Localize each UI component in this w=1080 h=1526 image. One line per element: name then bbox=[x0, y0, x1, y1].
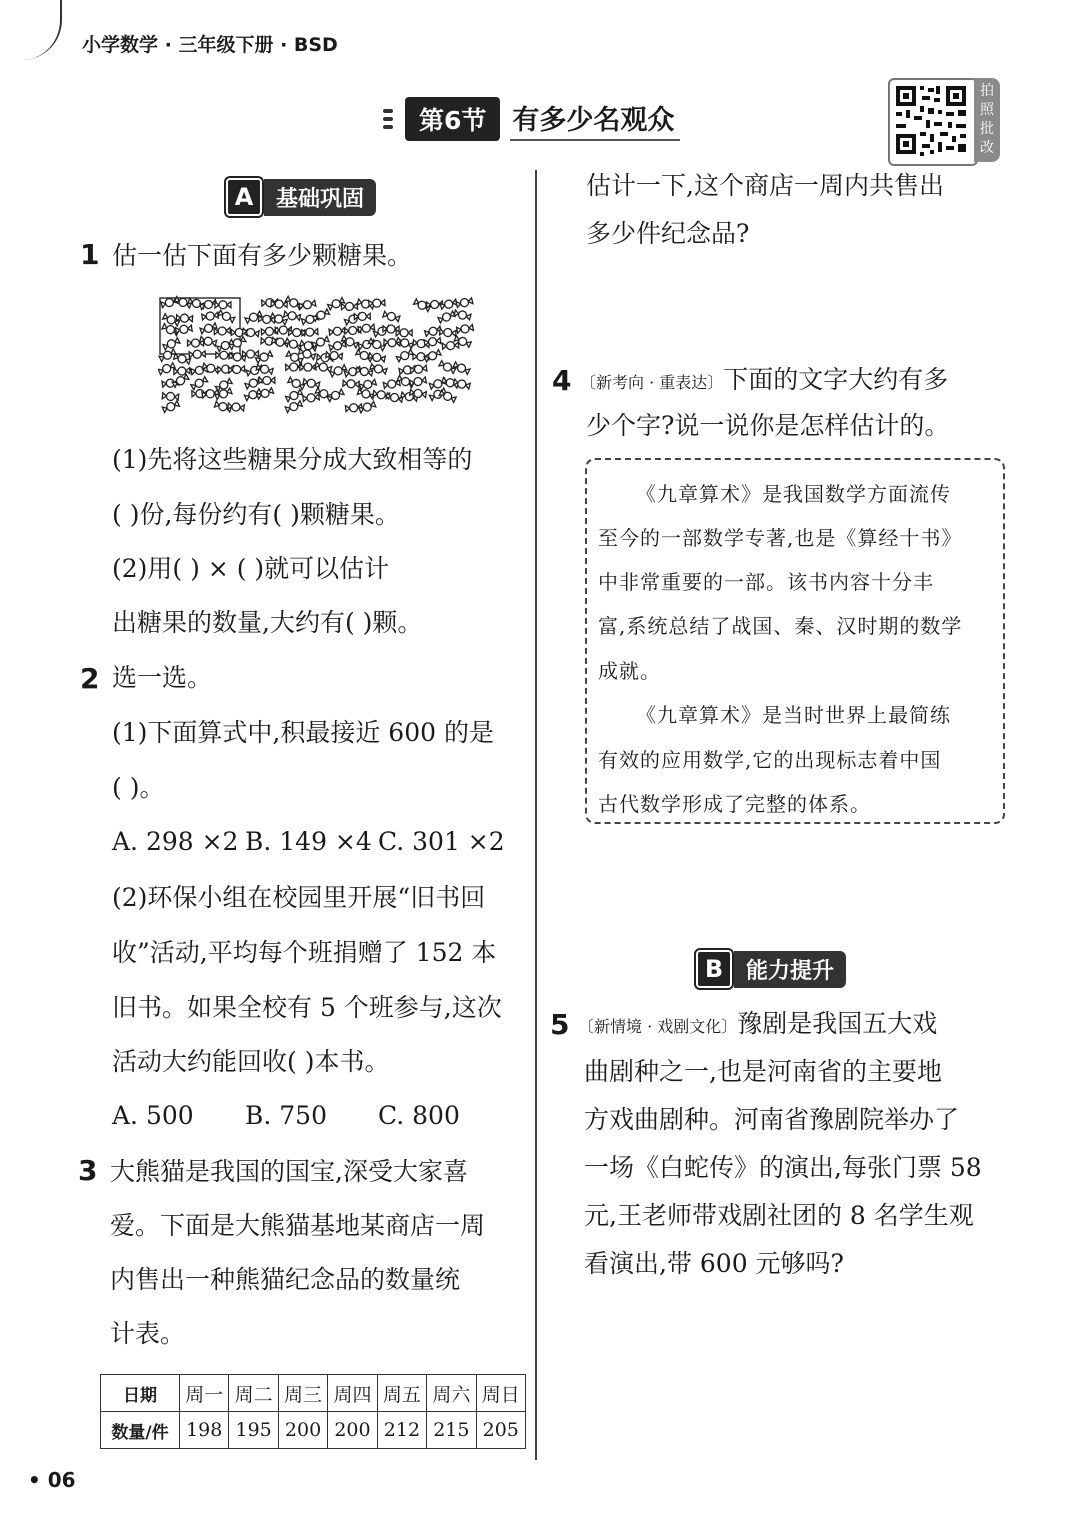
table-cell-day: 周五 bbox=[377, 1375, 426, 1412]
candy-icon bbox=[215, 301, 231, 309]
candy-icon bbox=[299, 299, 316, 310]
candy-icon bbox=[162, 337, 180, 351]
candy-illustration bbox=[158, 292, 478, 414]
candy-icon bbox=[456, 297, 473, 309]
q3-number: 3 bbox=[78, 1154, 98, 1187]
q2-part1-option-c: C. 301 ×2 bbox=[378, 827, 505, 856]
q5-line6: 看演出,带 600 元够吗? bbox=[584, 1249, 844, 1278]
story-line-6: 《九章算术》是当时世界上最简练 bbox=[636, 703, 951, 727]
q4-number: 4 bbox=[552, 364, 572, 397]
table-cell-count: 195 bbox=[229, 1412, 278, 1449]
q4-line1 bbox=[580, 366, 948, 393]
q2-part2-line4: 活动大约能回收( )本书。 bbox=[112, 1047, 390, 1076]
q1-stem: 估一估下面有多少颗糖果。 bbox=[112, 241, 413, 270]
candy-icon bbox=[440, 328, 457, 337]
q5-line3: 方戏曲剧种。河南省豫剧院举办了 bbox=[584, 1105, 960, 1134]
candy-icon bbox=[228, 365, 245, 374]
candy-icon bbox=[217, 309, 235, 323]
page-corner-decoration bbox=[0, 0, 62, 60]
candy-icon bbox=[162, 400, 180, 414]
q5-line2: 曲剧种之一,也是河南省的主要地 bbox=[584, 1057, 942, 1086]
candy-icon bbox=[189, 350, 205, 359]
q2-part1-option-a: A. 298 ×2 bbox=[112, 827, 239, 856]
story-line-5: 成就。 bbox=[598, 659, 661, 683]
q2-part2-line1: (2)环保小组在校园里开展“旧书回 bbox=[112, 883, 486, 912]
story-line-1: 《九章算术》是我国数学方面流传 bbox=[636, 482, 951, 506]
table-cell-count: 212 bbox=[377, 1412, 426, 1449]
table-cell-count: 200 bbox=[328, 1412, 377, 1449]
q2-part2-option-c: C. 800 bbox=[378, 1101, 460, 1130]
candy-icon bbox=[190, 376, 208, 391]
q3-line2: 爱。下面是大熊猫基地某商店一周 bbox=[110, 1211, 486, 1240]
table-row bbox=[101, 1375, 526, 1412]
candy-icon bbox=[456, 324, 473, 335]
section-number: 第6节 bbox=[405, 97, 500, 141]
candy-icon bbox=[202, 311, 219, 321]
q2-part1-line1: (1)下面算式中,积最接近 600 的是 bbox=[112, 718, 494, 747]
q1-part1-line2: ( )份,每份约有( )颗糖果。 bbox=[112, 500, 400, 529]
q2-part2-option-b: B. 750 bbox=[245, 1101, 327, 1130]
part-b-letter: B bbox=[696, 950, 732, 988]
q2-stem: 选一选。 bbox=[112, 663, 213, 692]
candy-icon bbox=[329, 340, 346, 352]
table-cell-count: 198 bbox=[180, 1412, 229, 1449]
q2-part2-option-a: A. 500 bbox=[112, 1101, 194, 1130]
q3-continued-line2: 多少件纪念品? bbox=[586, 219, 750, 248]
q3-line1: 大熊猫是我国的国宝,深受大家喜 bbox=[110, 1157, 468, 1186]
story-line-4: 富,系统总结了战国、秦、汉时期的数学 bbox=[598, 614, 963, 638]
candy-icon bbox=[409, 376, 426, 387]
part-b-label: 能力提升 bbox=[734, 951, 846, 988]
table-cell-count: 205 bbox=[476, 1412, 525, 1449]
candy-icon bbox=[303, 393, 320, 403]
book-header-title: 小学数学 · 三年级下册 · BSD bbox=[82, 34, 338, 56]
column-divider bbox=[535, 170, 537, 1460]
candy-icon bbox=[453, 378, 471, 390]
candy-icon bbox=[442, 341, 459, 350]
table-header-quantity: 数量/件 bbox=[101, 1412, 180, 1449]
table-cell-day: 周一 bbox=[180, 1375, 229, 1412]
table-cell-day: 周日 bbox=[476, 1375, 525, 1412]
scan-to-grade-label: 拍照批改 bbox=[980, 83, 994, 156]
q2-part2-line3: 旧书。如果全校有 5 个班参与,这次 bbox=[112, 993, 502, 1022]
table-cell-day: 周三 bbox=[278, 1375, 327, 1412]
candy-icon bbox=[438, 310, 456, 324]
section-title: 有多少名观众 bbox=[510, 98, 680, 141]
candy-icon bbox=[259, 376, 275, 384]
candy-icon bbox=[396, 337, 414, 350]
q4-line1-text: 下面的文字大约有多 bbox=[723, 365, 949, 394]
souvenir-sales-table bbox=[100, 1374, 526, 1449]
part-a-heading bbox=[226, 178, 376, 216]
q1-part2-line2: 出糖果的数量,大约有( )颗。 bbox=[112, 608, 423, 637]
candy-icon bbox=[329, 326, 346, 336]
q1-part2-line1: (2)用( ) × ( )就可以估计 bbox=[112, 554, 390, 583]
scan-to-grade-tab[interactable] bbox=[974, 78, 1000, 162]
q2-part1-line2: ( )。 bbox=[112, 773, 165, 802]
q5-tag: 〔新情境 · 戏剧文化〕 bbox=[578, 1017, 738, 1036]
q2-part2-line2: 收”活动,平均每个班捐赠了 152 本 bbox=[112, 938, 497, 967]
story-line-3: 中非常重要的一部。该书内容十分丰 bbox=[598, 570, 934, 594]
story-line-2: 至今的一部数学专著,也是《算经十书》 bbox=[598, 526, 963, 550]
candy-icon bbox=[359, 378, 377, 390]
page-number: • 06 bbox=[28, 1468, 76, 1492]
candy-icon bbox=[383, 310, 401, 322]
section-banner bbox=[383, 96, 680, 142]
story-line-7: 有效的应用数学,它的出现标志着中国 bbox=[598, 748, 942, 772]
candy-icon bbox=[312, 335, 330, 348]
q5-line4: 一场《白蛇传》的演出,每张门票 58 bbox=[584, 1153, 982, 1182]
candy-icon bbox=[410, 364, 427, 374]
q5-line5: 元,王老师带戏剧社团的 8 名学生观 bbox=[584, 1201, 974, 1230]
part-a-letter: A bbox=[226, 178, 262, 216]
q3-continued-line1: 估计一下,这个商店一周内共售出 bbox=[586, 171, 944, 200]
q2-part1-option-b: B. 149 ×4 bbox=[245, 827, 372, 856]
q5-line1 bbox=[578, 1010, 937, 1037]
q5-number: 5 bbox=[550, 1008, 570, 1041]
candy-icon bbox=[312, 308, 330, 322]
qr-pattern-icon bbox=[890, 80, 972, 160]
q4-tag: 〔新考向 · 重表达〕 bbox=[580, 373, 724, 392]
qr-code-icon[interactable] bbox=[888, 78, 978, 166]
table-cell-count: 200 bbox=[278, 1412, 327, 1449]
candy-icon bbox=[396, 348, 414, 362]
q1-part1-line1: (1)先将这些糖果分成大致相等的 bbox=[112, 445, 473, 474]
q3-line3: 内售出一种熊猫纪念品的数量统 bbox=[110, 1265, 461, 1294]
candy-icon bbox=[162, 392, 179, 401]
table-cell-day: 周二 bbox=[229, 1375, 278, 1412]
q5-line1-text: 豫剧是我国五大戏 bbox=[737, 1009, 938, 1038]
part-b-heading bbox=[696, 950, 846, 988]
table-cell-day: 周四 bbox=[328, 1375, 377, 1412]
q2-number: 2 bbox=[80, 662, 100, 695]
table-header-date: 日期 bbox=[101, 1375, 180, 1412]
candy-icon bbox=[454, 309, 472, 321]
story-line-8: 古代数学形成了完整的体系。 bbox=[598, 792, 871, 816]
q3-line4: 计表。 bbox=[110, 1319, 186, 1348]
candy-icon bbox=[158, 362, 176, 376]
table-cell-day: 周六 bbox=[427, 1375, 476, 1412]
candy-icon bbox=[343, 379, 360, 388]
candy-icon bbox=[256, 363, 274, 375]
candy-icon bbox=[242, 327, 259, 337]
candy-icon bbox=[174, 367, 190, 376]
table-row bbox=[101, 1412, 526, 1449]
q4-line2: 少个字?说一说你是怎样估计的。 bbox=[586, 411, 950, 440]
part-a-label: 基础巩固 bbox=[264, 179, 376, 216]
banner-dots-icon bbox=[383, 109, 395, 129]
q1-number: 1 bbox=[80, 238, 100, 271]
table-cell-count: 215 bbox=[427, 1412, 476, 1449]
candy-icon bbox=[357, 388, 375, 400]
candy-icon bbox=[202, 362, 220, 374]
candy-icon bbox=[159, 348, 177, 362]
